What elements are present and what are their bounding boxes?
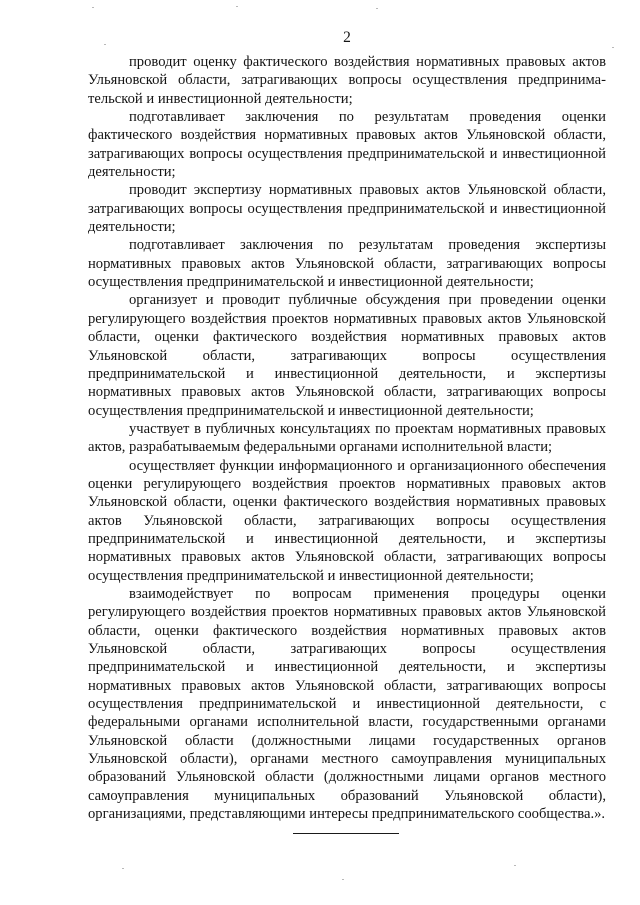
paragraph-conclusions-actual-impact: подготавливает заключения по результатам проведения оценки фактического воздействия нормативных правовых актов Ульяновской области, затрагивающих вопросы осуществления предпринимательской и инвестиционной деятельности; [88,109,606,181]
paragraph-public-discussions: организует и проводит публичные обсуждения при проведении оценки регулирующего воздействия проектов нормативных правовых актов Ульяновской области, оценки фактического воздействия нормативных правовых актов Ульяновской области, затрагивающих вопросы осуществления предпринимательской и инвестиционной деятельности, и экспертизы нормативных правовых актов Ульяновской области, затрагивающих вопросы осуществления предпринимательской и инвестиционной деятельности; [88,292,606,419]
scan-speck [612,47,614,48]
body-text [88,53,606,823]
scan-speck [236,6,238,7]
scan-speck [92,7,94,8]
scan-speck [514,865,516,866]
page-number: 2 [343,29,351,46]
scan-speck [104,44,106,45]
scan-speck [376,8,378,9]
closing-divider-line [293,833,399,834]
paragraph-information-support: осуществляет функции информационного и организационного обеспечения оценки регулирующего воздействия проектов нормативных правовых актов Ульяновской области, оценки фактического воздействия нормативных правовых актов Ульяновской области, затрагивающих вопросы осуществления предпринимательской и инвестиционной деятельности, и экспертизы нормативных правовых актов Ульяновской области, затрагивающих вопросы осуществления предпринимательской и инвестиционной деятельности; [88,457,606,584]
paragraph-interaction: взаимодействует по вопросам применения процедуры оценки регулирующего воздействия проектов нормативных правовых актов Ульяновской области, оценки фактического воздействия нормативных правовых актов Ульяновской области, затрагивающих вопросы осуществления предпринимательской и инвестиционной деятельности, и экспертизы нормативных правовых актов Ульяновской области, затрагивающих вопросы осуществления предпринимательской и инвестиционной деятельности, с федеральными органами исполнительной власти, государственными органами Ульяновской области (должностными лицами государственных органов Ульяновской области), органами местного самоуправления муниципальных образований Ульяновской области (должностными лицами органов местного самоуправления муниципальных образований Ульяновской области), организациями, представляющими интересы предпринимательского сообщества.». [88,585,606,823]
scan-speck [342,879,344,880]
paragraph-conclusions-expertise: подготавливает заключения по результатам проведения экспертизы нормативных правовых актов Ульяновской области, затрагивающих вопросы осуществления предпринимательской и инвестиционной деятельности; [88,237,606,291]
paragraph-public-consultations: участвует в публичных консультациях по проектам нормативных правовых актов, разрабатываемым федеральными органами исполнительной власти; [88,420,606,456]
paragraph-expertise: проводит экспертизу нормативных правовых актов Ульяновской области, затрагивающих вопросы осуществления предпринимательской и инвестиционной деятельности; [88,182,606,236]
scan-speck [122,868,124,869]
paragraph-assessment-actual-impact: проводит оценку фактического воздействия нормативных правовых актов Ульяновской области, затрагивающих вопросы осуществления предпринимательской и инвестиционной деятельности; [88,54,606,107]
